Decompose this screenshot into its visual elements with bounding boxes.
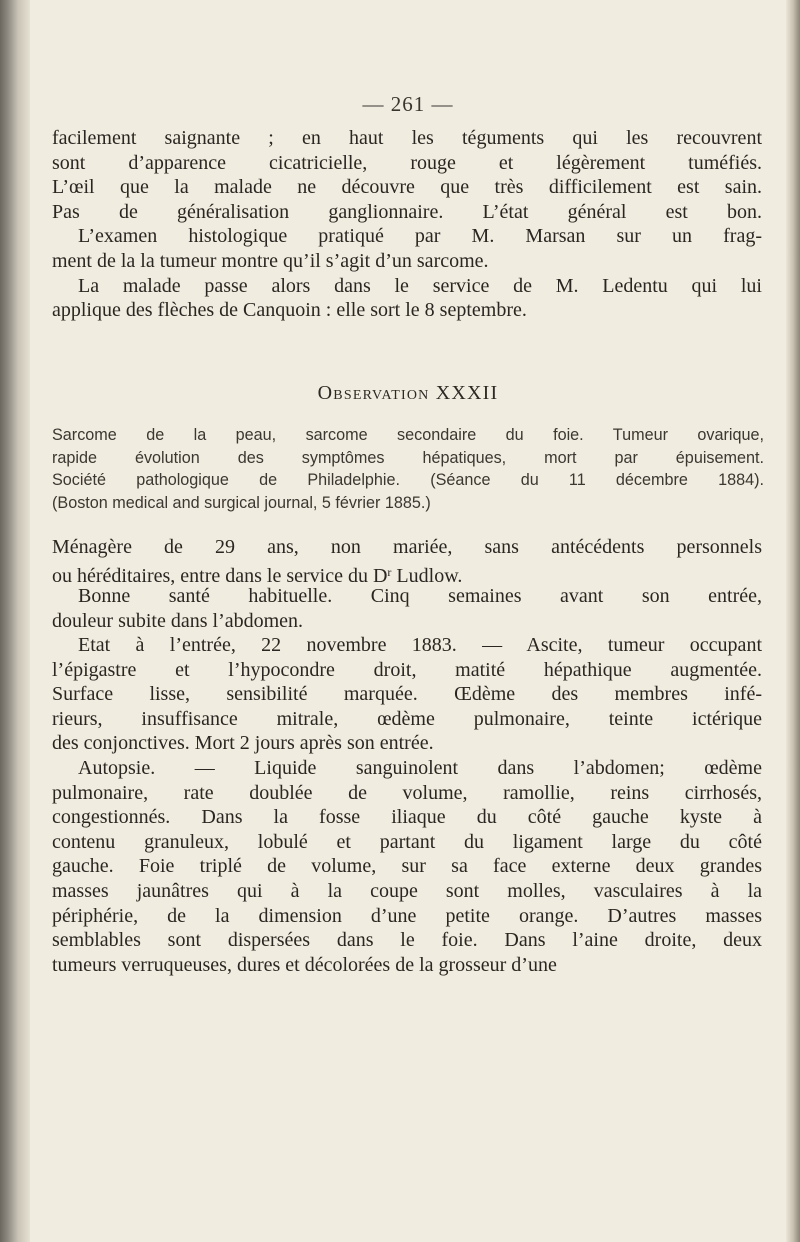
text-line: Bonne santé habituelle. Cinq semaines avant son entrée, — [78, 585, 762, 607]
text-line: Surface lisse, sensibilité marquée. Œdème des membres infé- — [52, 683, 762, 706]
paragraph-autopsy — [52, 756, 762, 977]
summary-line: Société pathologique de Philadelphie. (Séance du 11 décembre 1884). — [52, 471, 764, 489]
text-line: des conjonctives. Mort 2 jours après son entrée. — [52, 732, 434, 755]
summary-line: (Boston medical and surgical journal, 5 février 1885.) — [52, 493, 431, 512]
text-line: ment de la la tumeur montre qu’il s’agit d’un sarcome. — [52, 249, 489, 272]
page-binding-shadow-left — [0, 0, 30, 1242]
text-line: L’œil que la malade ne découvre que très difficilement est sain. — [52, 176, 762, 199]
text-line: facilement saignante ; en haut les téguments qui les recouvrent — [52, 127, 762, 149]
paragraph-case-continuation — [52, 126, 762, 323]
text-line: Ménagère de 29 ans, non mariée, sans antécédents personnels — [52, 536, 762, 558]
text-line: tumeurs verruqueuses, dures et décolorées de la grosseur d’une — [52, 953, 557, 976]
text-line: L’examen histologique pratiqué par M. Marsan sur un frag- — [78, 225, 762, 248]
text-fragment: ou héréditaires, entre dans le service du D — [52, 564, 388, 587]
text-line: Etat à l’entrée, 22 novembre 1883. — Ascite, tumeur occupant — [78, 634, 762, 656]
summary-line: Sarcome de la peau, sarcome secondaire du foie. Tumeur ovarique, — [52, 426, 764, 444]
text-line: Pas de généralisation ganglionnaire. L’état général est bon. — [52, 200, 762, 223]
text-line: La malade passe alors dans le service de M. Ledentu qui lui — [78, 274, 762, 297]
text-line: douleur subite dans l’abdomen. — [52, 609, 304, 632]
paragraph-history — [52, 584, 762, 633]
text-line: semblables sont dispersées dans le foie. Dans l’aine droite, deux — [52, 929, 762, 952]
page-edge-right — [786, 0, 800, 1242]
observation-heading: Observation XXXII — [317, 382, 499, 404]
text-fragment: Ludlow. — [391, 564, 463, 587]
superscript: r — [387, 564, 392, 579]
text-line: contenu granuleux, lobulé et partant du ligament large du côté — [52, 830, 762, 853]
text-line: périphérie, de la dimension d’une petite orange. D’autres masses — [52, 904, 762, 927]
text-line: rieurs, insuffisance mitrale, œdème pulmonaire, teinte ictérique — [52, 707, 762, 730]
observation-summary — [52, 424, 764, 514]
paragraph-admission — [52, 633, 762, 756]
book-page — [52, 0, 764, 1242]
text-line: gauche. Foie triplé de volume, sur sa face externe deux grandes — [52, 855, 762, 878]
text-line: sont d’apparence cicatricielle, rouge et légèrement tuméfiés. — [52, 151, 762, 174]
paragraph-patient-intro — [52, 535, 762, 588]
text-line: applique des flèches de Canquoin : elle sort le 8 septembre. — [52, 299, 527, 322]
page-number: — 261 — — [362, 92, 454, 116]
text-line: l’épigastre et l’hypocondre droit, matité hépathique augmentée. — [52, 658, 762, 681]
text-line: Autopsie. — Liquide sanguinolent dans l’abdomen; œdème — [78, 757, 762, 779]
text-line: pulmonaire, rate doublée de volume, ramollie, reins cirrhosés, — [52, 781, 762, 804]
summary-line: rapide évolution des symptômes hépatiques, mort par épuisement. — [52, 448, 764, 467]
text-line: masses jaunâtres qui à la coupe sont molles, vasculaires à la — [52, 879, 762, 902]
text-line: congestionnés. Dans la fosse iliaque du côté gauche kyste à — [52, 806, 762, 829]
